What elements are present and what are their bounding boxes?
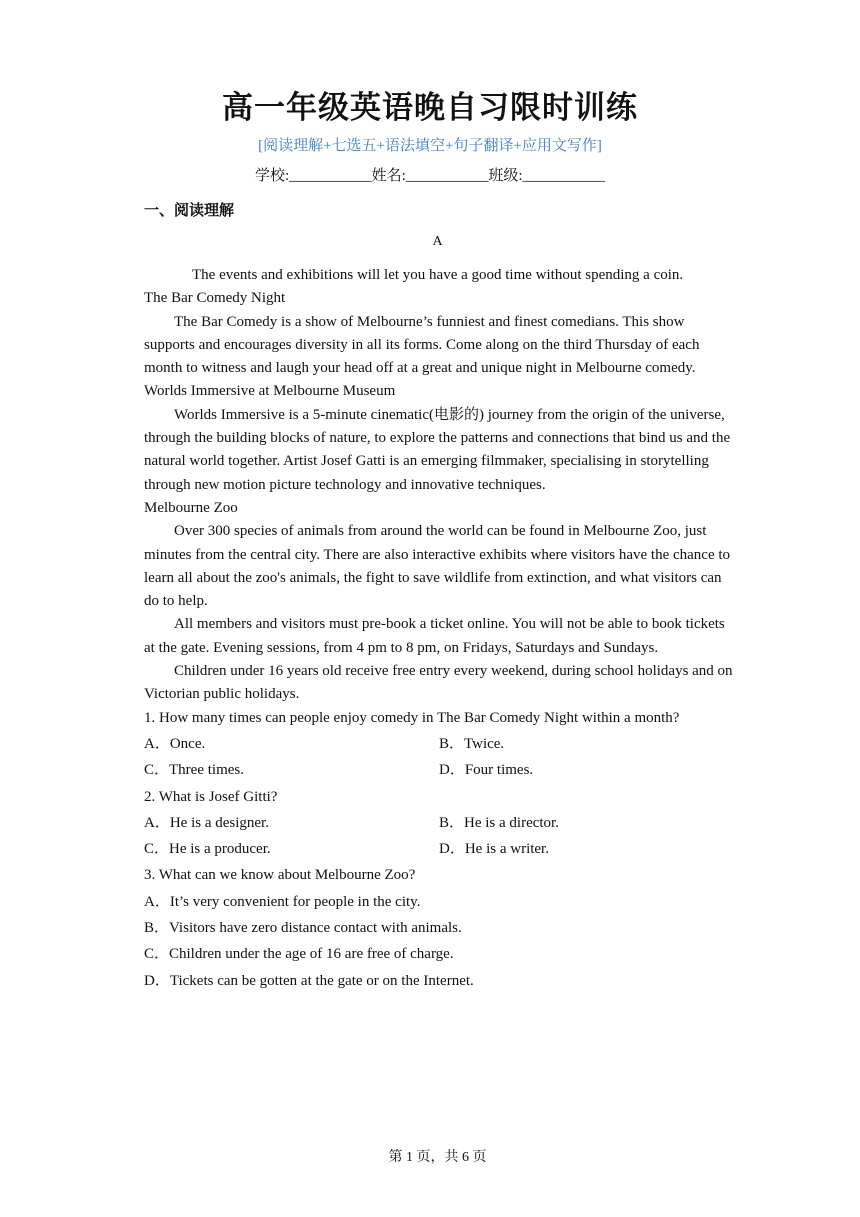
passage-paragraph: The Bar Comedy is a show of Melbourne’s funniest and finest comedians. This show supports and encourages diversity in all its forms. Come along on the third Thursday of each month to witness and laugh your head off at a great and unique night in Melbourne comedy. bbox=[144, 313, 700, 377]
page-footer: 第 1 页，共 6 页 bbox=[388, 1150, 487, 1165]
passage-paragraph: Over 300 species of animals from around the world can be found in Melbourne Zoo, just minutes from the central city. There are also interactive exhibits where visitors have the chance to learn all about the zoo's animals, the fight to save wildlife from extinction, and what visitors can do to help. bbox=[144, 523, 731, 610]
option-d: D．Four times. bbox=[439, 762, 534, 779]
option-c: C．Children under the age of 16 are free of charge. bbox=[144, 946, 454, 963]
option-b: B．Twice. bbox=[439, 735, 505, 752]
passage-paragraph: All members and visitors must pre-book a ticket online. You will not be able to book tickets at the gate. Evening sessions, from 4 pm to 8 pm, on Fridays, Saturdays and Sundays. bbox=[144, 616, 725, 656]
passage-paragraph: Children under 16 years old receive free entry every weekend, during school holidays and on Victorian public holidays. bbox=[144, 663, 733, 703]
page-subtitle: [阅读理解+七选五+语法填空+句子翻译+应用文写作] bbox=[258, 138, 602, 154]
option-d: D．Tickets can be gotten at the gate or on the Internet. bbox=[144, 972, 474, 989]
option-b: B．He is a director. bbox=[439, 814, 559, 831]
question-stem: 1. How many times can people enjoy comedy in The Bar Comedy Night within a month? bbox=[144, 709, 680, 726]
option-row bbox=[144, 838, 734, 861]
passage-heading-museum: Worlds Immersive at Melbourne Museum bbox=[144, 383, 396, 400]
student-info-line: 学校:___________姓名:___________班级:___________ bbox=[254, 168, 605, 184]
option-a: A．He is a designer. bbox=[144, 814, 269, 831]
option-row bbox=[144, 733, 734, 756]
section-heading: 一、阅读理解 bbox=[144, 201, 235, 219]
passage-paragraph: Worlds Immersive is a 5-minute cinematic(电影的) journey from the origin of the universe, through the building blocks of nature, to explore the patterns and connections that bind us and the natural world together. Artist Josef Gatti is an emerging filmmaker, specialising in storytelling through new motion picture technology and innovative techniques. bbox=[144, 406, 731, 493]
option-row bbox=[144, 812, 734, 835]
option-c: C．He is a producer. bbox=[144, 841, 271, 858]
option-c: C．Three times. bbox=[144, 762, 244, 779]
option-row bbox=[144, 759, 734, 782]
passage-heading-zoo: Melbourne Zoo bbox=[144, 499, 238, 516]
page-title: 高一年级英语晚自习限时训练 bbox=[222, 90, 638, 126]
passage-heading-comedy: The Bar Comedy Night bbox=[144, 290, 286, 307]
option-b: B．Visitors have zero distance contact with animals. bbox=[144, 920, 462, 937]
part-label: A bbox=[432, 234, 443, 249]
passage-intro: The events and exhibitions will let you have a good time without spending a coin. bbox=[192, 267, 684, 283]
option-a: A．Once. bbox=[144, 735, 206, 752]
passage-body bbox=[144, 264, 734, 996]
question-stem: 2. What is Josef Gitti? bbox=[144, 788, 278, 805]
option-d: D．He is a writer. bbox=[439, 841, 549, 858]
question-stem: 3. What can we know about Melbourne Zoo? bbox=[144, 867, 416, 884]
option-a: A．It’s very convenient for people in the city. bbox=[144, 893, 421, 910]
